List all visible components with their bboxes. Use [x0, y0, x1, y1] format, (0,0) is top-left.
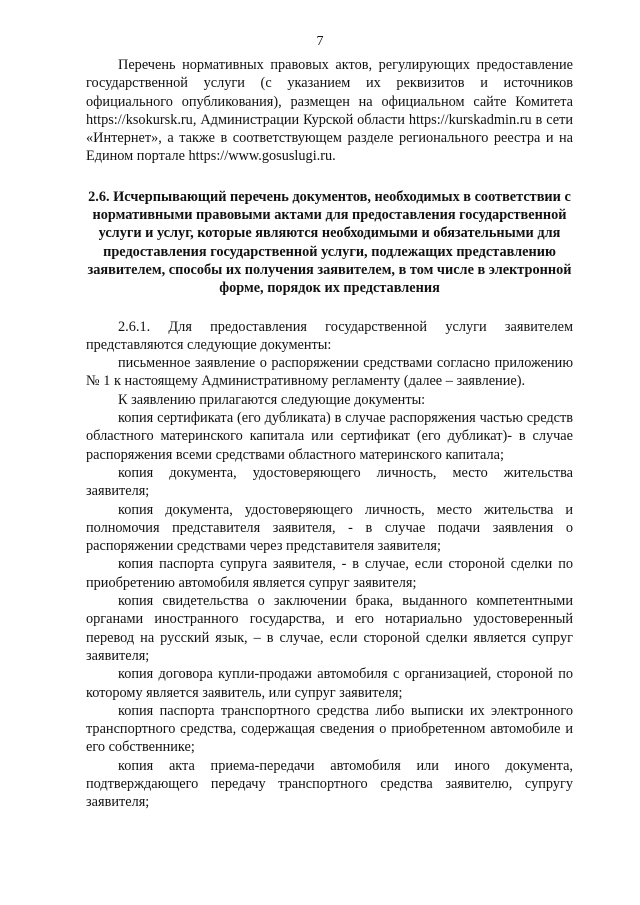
list-item-sale-contract: копия договора купли-продажи автомобиля с организацией, стороной по которому является заявитель, или супруг заявителя; — [86, 666, 573, 701]
list-item-identity-copy: копия документа, удостоверяющего личность, место жительства заявителя; — [86, 464, 573, 500]
list-item-vehicle-passport: копия паспорта транспортного средства либо выписки их электронного транспортного средства, содержащая сведения о приобретенном автомобиле и его собственнике; — [86, 702, 573, 756]
list-item-certificate-copy: копия сертификата (его дубликата) в случае распоряжения частью средств областного материнского капитала или сертификат (его дубликат)- в случае распоряжения всеми средствами областного материнского капитала; — [86, 410, 573, 463]
list-item-representative-copy: копия документа, удостоверяющего личность, место жительства и полномочия представителя заявителя, - в случае подачи заявления о распоряжении средствами через представителя заявителя; — [86, 501, 573, 555]
page-number: 7 — [316, 34, 324, 49]
list-item-transfer-act: копия акта приема-передачи автомобиля или иного документа, подтверждающего передачу транспортного средства заявителю, супругу заявителя; — [86, 757, 573, 811]
list-item-marriage-certificate: копия свидетельства о заключении брака, выданного компетентными органами иностранного государства, и его нотариально удостоверенный перевод на русский язык, – в случае, если стороной сделки является супруг заявителя; — [86, 593, 573, 664]
list-item-spouse-passport: копия паспорта супруга заявителя, - в случае, если стороной сделки по приобретению автомобиля является супруг заявителя; — [86, 556, 573, 591]
document-body — [86, 56, 573, 812]
section-heading: 2.6. Исчерпывающий перечень документов, необходимых в соответствии с нормативными правовыми актами для предоставления государственной услуги и услуг, которые являются необходимыми и обязательными для предоставления государственной услуги, подлежащих представлению заявителем, способы их получения заявителем, в том числе в электронной форме, порядок их представления — [87, 188, 572, 297]
paragraph-2-6-1: 2.6.1. Для предоставления государственной услуги заявителем представляются следующие документы: — [86, 318, 573, 353]
paragraph-application: письменное заявление о распоряжении средствами согласно приложению № 1 к настоящему Административному регламенту (далее – заявление). — [86, 355, 573, 390]
paragraph-attachments-intro: К заявлению прилагаются следующие документы: — [118, 391, 426, 408]
intro-paragraph: Перечень нормативных правовых актов, регулирующих предоставление государственной услуги (с указанием их реквизитов и источников официального опубликования), размещен на официальном сайте Комитета https://ksokursk.ru, Администрации Курской области https://kurskadmin.ru в сети «Интернет», а также в соответствующем разделе регионального реестра и на Едином портале https://www.gosuslugi.ru. — [86, 57, 573, 165]
